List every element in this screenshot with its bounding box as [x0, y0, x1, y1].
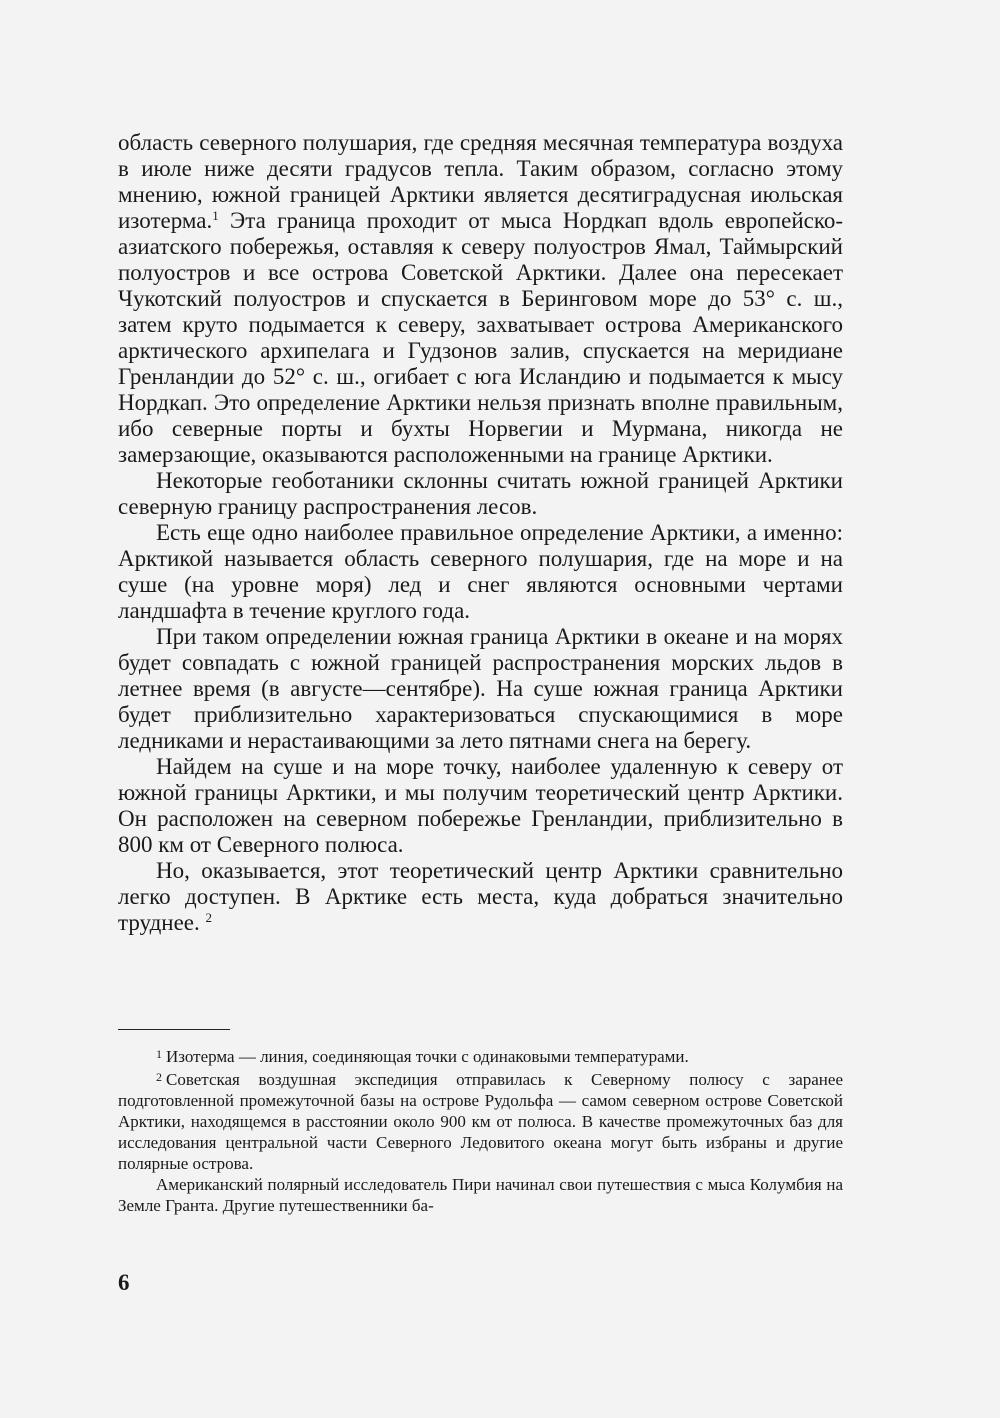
- footnote-ref-1: 1: [212, 208, 219, 223]
- paragraph-1-part-a: область северного полушария, где средняя месячная температура воздуха в июле ниже десяти градусов тепла. Таким образом, согласно этому мнению, южной границей Арктики является десятиградусная июльская изотерма.: [118, 130, 843, 233]
- paragraph-3: Есть еще одно наиболее правильное определение Арктики, а именно: Арктикой называется область северного полушария, где на море и на суше (на уровне моря) лед и снег являются основными чертами ландшафта в течение круглого года.: [118, 520, 843, 623]
- footnote-2-text: Советская воздушная экспедиция отправилась к Северному полюсу с заранее подготовленной промежуточной базы на острове Рудольфа — самом северном острове Советской Арктики, находящемся в расстоянии около 900 км от полюса. В качестве промежуточных баз для исследования центральной части Северного Ледовитого океана могут быть избраны и другие полярные острова.: [118, 1070, 843, 1173]
- footnote-1: [118, 1044, 843, 1067]
- paragraph-5: Найдем на суше и на море точку, наиболее удаленную к северу от южной границы Арктики, и мы получим теоретический центр Арктики. Он расположен на северном побережье Гренландии, приблизительно в 800 км от Северного полюса.: [118, 754, 843, 857]
- paragraph-6: [118, 858, 843, 936]
- paragraph-6-text: Но, оказывается, этот теоретический центр Арктики сравнительно легко доступен. В Арктике есть места, куда добраться значительно труднее.: [118, 858, 843, 935]
- footnote-separator: [118, 1029, 230, 1030]
- main-text: [118, 130, 843, 936]
- footnotes: [118, 1044, 843, 1216]
- footnote-2-mark: 2: [156, 1070, 162, 1084]
- footnote-ref-2: 2: [205, 910, 213, 925]
- paragraph-4: При таком определении южная граница Арктики в океане и на морях будет совпадать с южной границей распространения морских льдов в летнее время (в августе—сентябре). На суше южная граница Арктики будет приблизительно характеризоваться спускающимися в море ледниками и нерастаивающими за лето пятнами снега на берегу.: [118, 624, 843, 753]
- paragraph-2: Некоторые геоботаники склонны считать южной границей Арктики северную границу распространения лесов.: [118, 468, 843, 519]
- footnote-2: [118, 1067, 843, 1174]
- footnote-1-text: Изотерма — линия, соединяющая точки с одинаковыми температурами.: [166, 1047, 689, 1066]
- page-number: 6: [118, 1270, 130, 1295]
- paragraph-1: [118, 130, 843, 468]
- paragraph-1-part-b: Эта граница проходит от мыса Нордкап вдоль европейско-азиатского побережья, оставляя к северу полуостров Ямал, Таймырский полуостров и все острова Советской Арктики. Далее она пересекает Чукотский полуостров и спускается в Беринговом море до 53° с. ш., затем круто подымается к северу, захватывает острова Американского арктического архипелага и Гудзонов залив, спускается на меридиане Гренландии до 52° с. ш., огибает с юга Исландию и подымается к мысу Нордкап. Это определение Арктики нельзя признать вполне правильным, ибо северные порты и бухты Норвегии и Мурмана, никогда не замерзающие, оказываются расположенными на границе Арктики.: [118, 208, 843, 467]
- footnote-1-mark: 1: [156, 1047, 162, 1061]
- footnote-2-continuation: Американский полярный исследователь Пири начинал свои путешествия с мыса Колумбия на Земле Гранта. Другие путешественники ба-: [118, 1175, 843, 1215]
